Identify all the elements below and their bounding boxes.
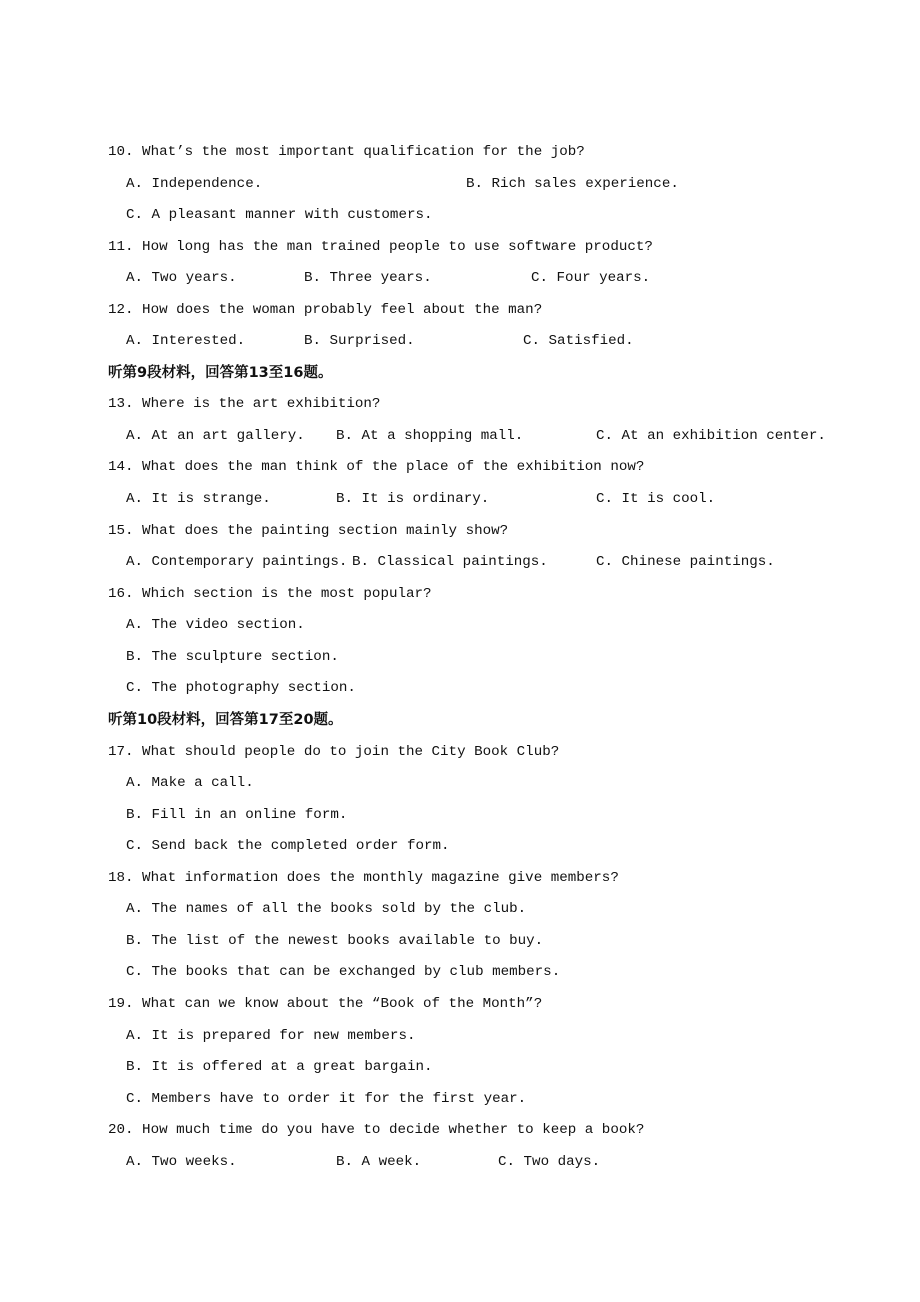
- q17-option-a: A. Make a call.: [126, 775, 254, 791]
- question-17: 17. What should people do to join the City Book Club?: [108, 744, 560, 760]
- section-heading-10: 听第10段材料，回答第17至20题。: [108, 712, 343, 728]
- q15-option-b: B. Classical paintings.: [352, 554, 548, 570]
- q10-option-a: A. Independence.: [126, 176, 263, 192]
- q14-option-a: A. It is strange.: [126, 491, 271, 507]
- q11-option-a: A. Two years.: [126, 270, 237, 286]
- question-10: 10. What’s the most important qualification for the job?: [108, 144, 585, 160]
- question-14: 14. What does the man think of the place of the exhibition now?: [108, 459, 645, 475]
- q20-option-a: A. Two weeks.: [126, 1154, 237, 1170]
- q14-option-c: C. It is cool.: [596, 491, 716, 507]
- question-11: 11. How long has the man trained people to use software product?: [108, 239, 653, 255]
- q12-option-c: C. Satisfied.: [523, 333, 634, 349]
- question-16: 16. Which section is the most popular?: [108, 586, 432, 602]
- question-18: 18. What information does the monthly magazine give members?: [108, 870, 619, 886]
- q17-option-c: C. Send back the completed order form.: [126, 838, 450, 854]
- question-13: 13. Where is the art exhibition?: [108, 396, 381, 412]
- q13-option-c: C. At an exhibition center.: [596, 428, 826, 444]
- q16-option-c: C. The photography section.: [126, 680, 356, 696]
- q15-option-c: C. Chinese paintings.: [596, 554, 775, 570]
- q20-option-c: C. Two days.: [498, 1154, 601, 1170]
- q10-option-c: C. A pleasant manner with customers.: [126, 207, 433, 223]
- q19-option-b: B. It is offered at a great bargain.: [126, 1059, 433, 1075]
- question-20: 20. How much time do you have to decide whether to keep a book?: [108, 1122, 645, 1138]
- question-19: 19. What can we know about the “Book of the Month”?: [108, 996, 543, 1012]
- q12-option-a: A. Interested.: [126, 333, 246, 349]
- q13-option-a: A. At an art gallery.: [126, 428, 305, 444]
- q11-option-b: B. Three years.: [304, 270, 432, 286]
- q16-option-b: B. The sculpture section.: [126, 649, 339, 665]
- section-heading-9: 听第9段材料，回答第13至16题。: [108, 365, 333, 381]
- q19-option-a: A. It is prepared for new members.: [126, 1028, 416, 1044]
- question-12: 12. How does the woman probably feel about the man?: [108, 302, 543, 318]
- q14-option-b: B. It is ordinary.: [336, 491, 490, 507]
- q13-option-b: B. At a shopping mall.: [336, 428, 524, 444]
- q18-option-b: B. The list of the newest books available to buy.: [126, 933, 544, 949]
- q17-option-b: B. Fill in an online form.: [126, 807, 348, 823]
- q18-option-c: C. The books that can be exchanged by club members.: [126, 964, 561, 980]
- question-15: 15. What does the painting section mainly show?: [108, 523, 509, 539]
- q10-option-b: B. Rich sales experience.: [466, 176, 679, 192]
- q11-option-c: C. Four years.: [531, 270, 651, 286]
- q18-option-a: A. The names of all the books sold by the club.: [126, 901, 527, 917]
- q19-option-c: C. Members have to order it for the first year.: [126, 1091, 527, 1107]
- q15-option-a: A. Contemporary paintings.: [126, 554, 348, 570]
- q12-option-b: B. Surprised.: [304, 333, 415, 349]
- q16-option-a: A. The video section.: [126, 617, 305, 633]
- q20-option-b: B. A week.: [336, 1154, 422, 1170]
